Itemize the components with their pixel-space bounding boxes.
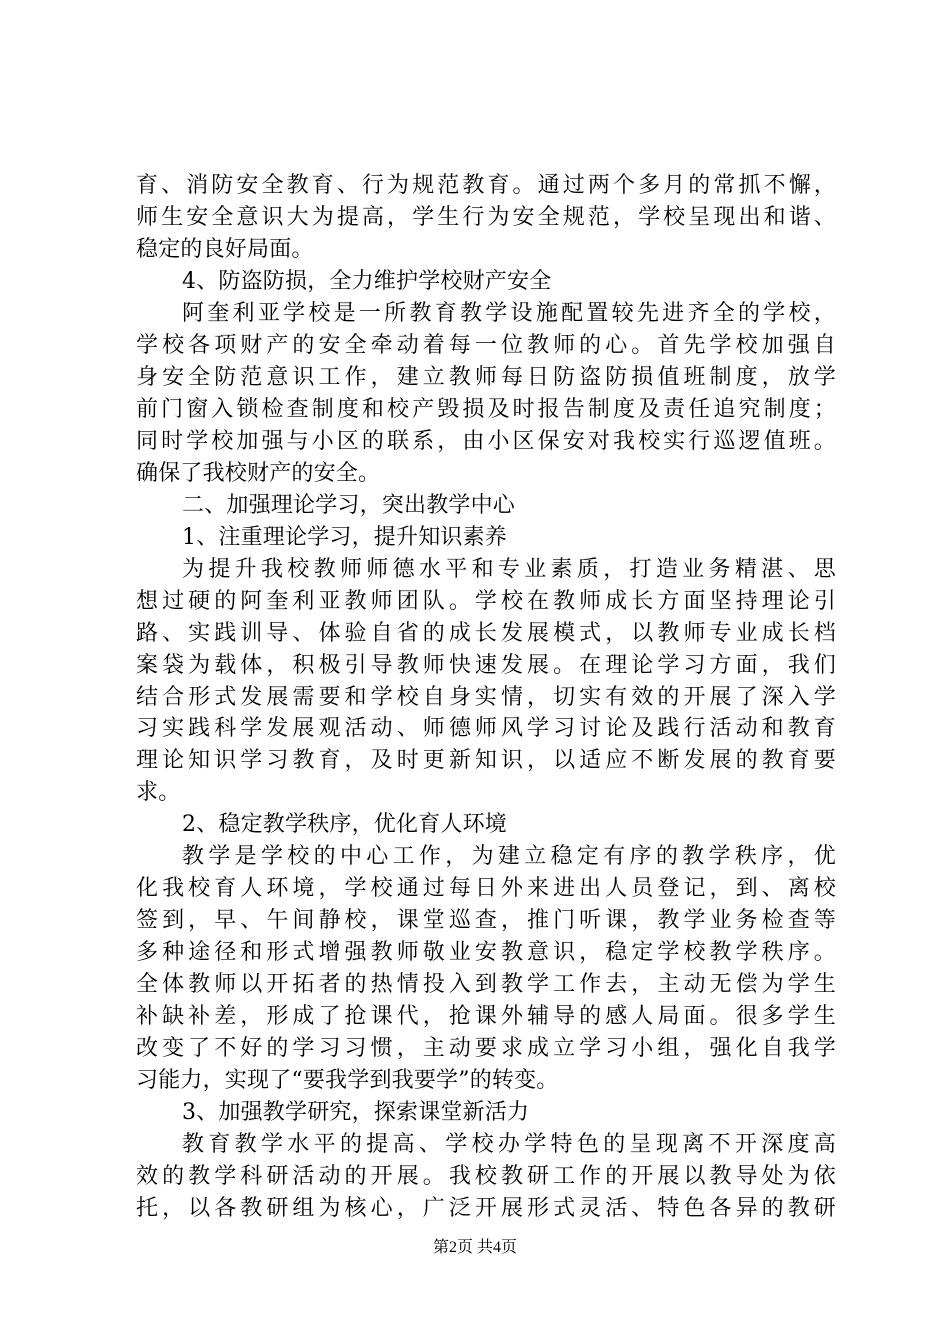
paragraph-line: 同时学校加强与小区的联系，由小区保安对我校实行巡逻值班。 — [136, 429, 836, 454]
paragraph-line: 习能力，实现了“要我学到我要学”的转变。 — [136, 1068, 559, 1093]
paragraph-line: 化我校育人环境，学校通过每日外来进出人员登记，到、离校 — [136, 876, 836, 901]
paragraph-line: 效的教学科研活动的开展。我校教研工作的开展以教导处为依 — [136, 1164, 836, 1189]
paragraph-line: 确保了我校财产的安全。 — [136, 461, 381, 486]
paragraph-line: 习实践科学发展观活动、师德师风学习讨论及践行活动和教育 — [136, 716, 836, 741]
paragraph-line: 路、实践训导、体验自省的成长发展模式，以教师专业成长档 — [136, 621, 836, 646]
paragraph-line: 结合形式发展需要和学校自身实情，切实有效的开展了深入学 — [136, 685, 836, 710]
paragraph-line: 签到，早、午间静校，课堂巡查，推门听课，教学业务检查等 — [136, 908, 836, 933]
paragraph-line: 为提升我校教师师德水平和专业素质，打造业务精湛、思 — [182, 557, 836, 582]
paragraph-line: 育、消防安全教育、行为规范教育。通过两个多月的常抓不懈， — [136, 173, 836, 198]
section-heading: 1、注重理论学习，提升知识素养 — [182, 525, 507, 550]
paragraph-line: 托，以各教研组为核心，广泛开展形式灵活、特色各异的教研 — [136, 1196, 836, 1221]
paragraph-line: 案袋为载体，积极引导教师快速发展。在理论学习方面，我们 — [136, 653, 836, 678]
paragraph-line: 阿奎利亚学校是一所教育教学设施配置较先进齐全的学校， — [182, 301, 836, 326]
paragraph-line: 教育教学水平的提高、学校办学特色的呈现离不开深度高 — [182, 1132, 836, 1157]
section-heading: 3、加强教学研究，探索课堂新活力 — [182, 1100, 530, 1125]
paragraph-line: 想过硬的阿奎利亚教师团队。学校在教师成长方面坚持理论引 — [136, 589, 836, 614]
page-number-footer: 第2页 共4页 — [432, 1239, 517, 1256]
paragraph-line: 求。 — [136, 780, 181, 805]
paragraph-line: 教学是学校的中心工作，为建立稳定有序的教学秩序，优 — [182, 844, 836, 869]
paragraph-line: 学校各项财产的安全牵动着每一位教师的心。首先学校加强自 — [136, 333, 836, 358]
paragraph-line: 身安全防范意识工作，建立教师每日防盗防损值班制度，放学 — [136, 365, 836, 390]
section-heading: 2、稳定教学秩序，优化育人环境 — [182, 812, 507, 837]
section-heading: 4、防盗防损，全力维护学校财产安全 — [182, 269, 552, 294]
paragraph-line: 全体教师以开拓者的热情投入到教学工作去，主动无偿为学生 — [136, 972, 836, 997]
paragraph-line: 师生安全意识大为提高，学生行为安全规范，学校呈现出和谐、 — [136, 205, 836, 230]
paragraph-line: 理论知识学习教育，及时更新知识，以适应不断发展的教育要 — [136, 748, 836, 773]
section-heading: 二、加强理论学习，突出教学中心 — [182, 493, 516, 518]
paragraph-line: 稳定的良好局面。 — [136, 237, 314, 262]
paragraph-line: 改变了不好的学习习惯，主动要求成立学习小组，强化自我学 — [136, 1036, 836, 1061]
paragraph-line: 多种途径和形式增强教师敬业安教意识，稳定学校教学秩序。 — [136, 940, 836, 965]
paragraph-line: 前门窗入锁检查制度和校产毁损及时报告制度及责任追究制度； — [136, 397, 836, 422]
paragraph-line: 补缺补差，形成了抢课代，抢课外辅导的感人局面。很多学生 — [136, 1004, 836, 1029]
